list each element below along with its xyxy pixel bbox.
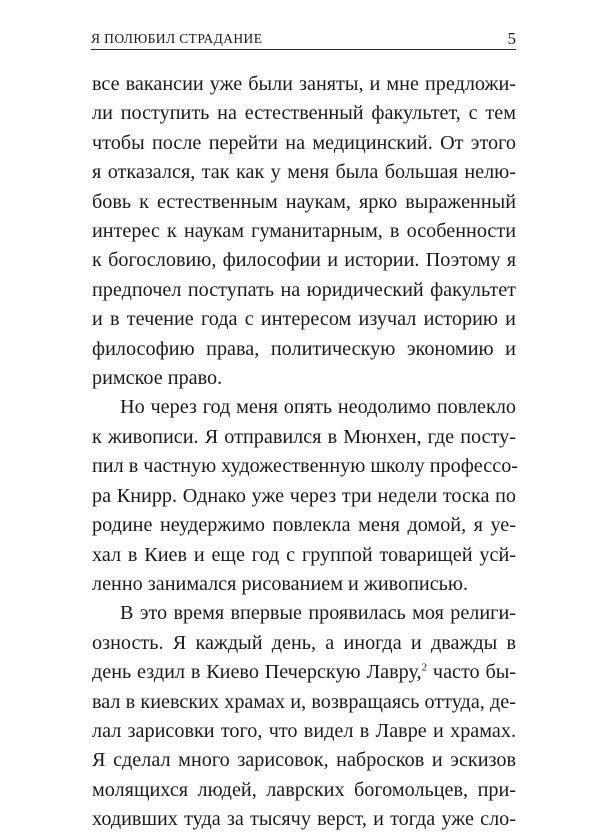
text-line: Но через год меня опять неодолимо повлекло (120, 396, 516, 419)
paragraph-2 (92, 393, 519, 599)
text-line: ра Книрр. Однако уже через три недели тоска по (92, 484, 516, 507)
text-line: Я сделал много зарисовок, набросков и эскизов (92, 749, 516, 772)
running-header (91, 24, 516, 50)
text-line: озность. Я каждый день, а иногда и дважды в (92, 631, 516, 654)
text-line: философию права, политическую экономию и (92, 337, 516, 360)
text-line: я отказался, так как у меня была большая нелю- (92, 161, 516, 184)
text-fragment: часто бы- (427, 661, 517, 684)
page-number: 5 (507, 29, 516, 48)
footnote-marker[interactable]: 2 (421, 661, 428, 674)
text-line: предпочел поступать на юридический факультет (92, 278, 516, 301)
text-line: и в течение года с интересом изучал историю и (92, 308, 516, 331)
paragraph-1 (92, 70, 516, 393)
text-line: молящихся людей, лаврских богомольцев, при- (92, 778, 516, 801)
text-line: В это время впервые проявилась моя религи- (120, 602, 516, 625)
text-line: к живописи. Я отправился в Мюнхен, где посту- (92, 425, 516, 448)
text-line: хал в Киев и еще год с группой товарищей усй- (92, 543, 516, 566)
text-fragment: день ездил в Киево Печерскую Лавру, (92, 661, 422, 684)
text-line: к богословию, философии и истории. Поэтому я (92, 249, 516, 272)
text-line: интерес к наукам гуманитарным, в особенности (92, 220, 516, 243)
text-line: родине неудержимо повлекла меня домой, я уе- (92, 514, 516, 537)
text-line: лал зарисовки того, что видел в Лавре и храмах. (92, 719, 516, 742)
text-line: чтобы после перейти на медицинский. От этого (92, 131, 516, 154)
text-line: вал в киевских храмах и, возвращаясь оттуда, де- (92, 690, 516, 713)
text-line: ленно занимался рисованием и живописью. (92, 572, 469, 595)
text-line: ходивших туда за тысячу верст, и тогда уже сло- (92, 808, 516, 831)
text-line: бовь к естественным наукам, ярко выраженный (92, 190, 516, 213)
text-line: все вакансии уже были заняты, и мне предложи- (92, 73, 516, 95)
text-line: пил в частную художественную школу профессо- (92, 455, 519, 478)
text-line: ли поступить на естественный факультет, с тем (92, 102, 516, 125)
paragraph-3 (92, 599, 516, 834)
text-line-with-footnote (92, 658, 516, 687)
running-title: Я ПОЛЮБИЛ СТРАДАНИЕ (91, 31, 263, 46)
text-line: римское право. (92, 367, 223, 390)
body-text (92, 70, 519, 835)
